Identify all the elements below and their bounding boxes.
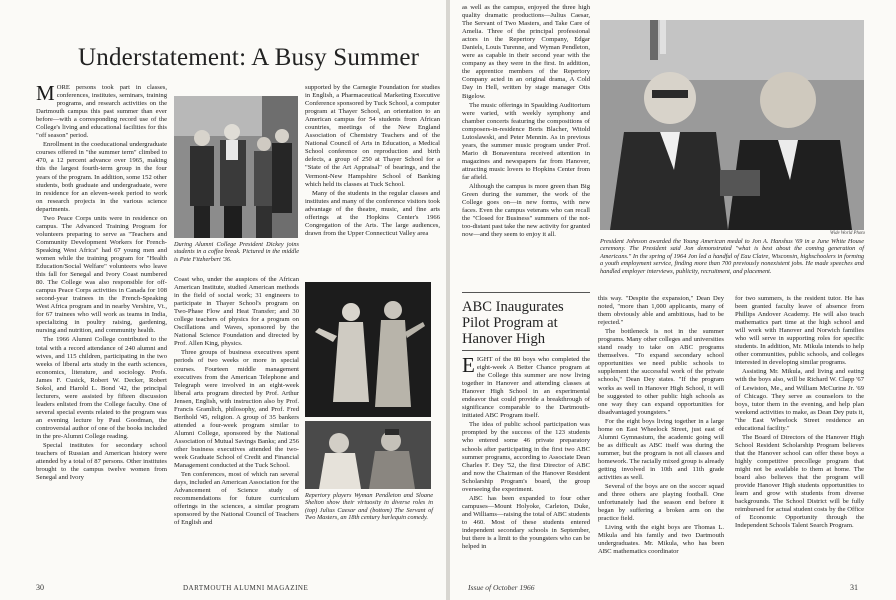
paragraph: EIGHT of the 80 boys who completed the eight-week A Better Chance program at the College this summer are now living together in Hanover and attending classes at Hanover High School in an experimental endeavor that could provide a breakthrough of significance comparable to the Dartmouth-initiated ABC Program itself. <box>462 356 590 420</box>
paragraph: Living with the eight boys are Thomas L. Mikula and his family and two Dartmouth undergraduates. Mr. Mikula, who has been ABC mathematics coordinator <box>598 524 724 556</box>
paragraph: Several of the boys are on the soccer squad and three others are playing football. One unfortunately had the season end before it began by suffering a broken arm on the practice field. <box>598 483 724 523</box>
article-column-3-continued <box>462 4 590 288</box>
paragraph: Special institutes for secondary school teachers of Russian and American history were attended by a total of 87 persons. Other institutes brought to the campus twelve women from Senegal and Ivory <box>36 442 167 482</box>
paragraph: The music offerings in Spaulding Auditorium were varied, with weekly symphony and chamber concerts featuring the compositions of composers-in-residence Boris Blacher, Witold Lutoslawski, and Peter Mennin. As in previous years, the summer music program under Prof. Mario di Bonaventura received attention in magazines and newspapers far from Hanover, attracting music lovers to Hopkins Center from far afield. <box>462 101 590 181</box>
article-headline: Understatement: A Busy Summer <box>78 44 420 71</box>
paragraph: Three groups of business executives spent periods of two weeks or more in special courses. Fourteen middle management executives from the American Telephone and Telegraph were involved in an eight-week liberal arts program directed by Prof. Arthur Jensen, English, with instruction also by Prof. Francis Gramlich, philosophy, and Prof. Fred Berthold '45, religion. A group of 35 bankers attended a four-week program similar to Alumni College, sponsored by the National Association of Mutual Savings Banks; and 256 other business executives attended the two-week Graduate School of Credit and Financial Management conducted at the Tuck School. <box>174 349 299 470</box>
article-column-2-top <box>305 84 440 279</box>
coffee-break-caption: During Alumni College President Dickey joins students in a coffee break. Pictured in the middle is Pete Fitzherbert '36. <box>174 241 299 263</box>
paragraph: For the eight boys living together in a large home on East Wheelock Street, just east of Alumni Gymnasium, the academic going will be as difficult as ABC itself was during the summer, but the program is not all classes and homework. The racially mixed group is already getting involved in 10th and 11th grade activities as well. <box>598 417 724 482</box>
paragraph: ABC has been expanded to four other campuses—Mount Holyoke, Carleton, Duke, and Williams—raising the total of ABC students to 460. Most of these students entered independent secondary schools in September, but there is a limit to the youngsters who can be helped in <box>462 494 590 551</box>
julius-caesar-photo <box>305 282 431 417</box>
paragraph: Many of the students in the regular classes and institutes and many of the conference visitors took advantage of the theatre, music, and fine arts offerings at the Hopkins Center's 1966 Congregation of the Arts. The large audiences, drawn from the Upper Connecticut Valley area <box>305 189 440 237</box>
page-number-left: 30 <box>36 583 44 592</box>
coffee-break-photo <box>174 96 298 238</box>
paragraph: MORE persons took part in classes, conferences, institutes, seminars, training programs, and research activities on the Dartmouth campus this past summer than ever before—with a corresponding record use of the College's living and educational facilities for this "off season" period. <box>36 84 167 140</box>
photo-credit: Wide World Photo <box>830 231 865 236</box>
issue-footer: Issue of October 1966 <box>468 583 535 592</box>
headline-rule <box>462 292 590 293</box>
paragraph: supported by the Carnegie Foundation for studies in English, a Pharmaceutical Marketing Executive Conference sponsored by Tuck School, a computer program at Thayer School, an orientation to an American campus for 54 students from African countries, meetings of the New England Association of Chemistry Teachers and of the National Council of Arts in Education, a Medical School conference on reproduction and birth defects, a group of 250 at Thayer School for a "State of the Art Appraisal" of bearings, and the Vermont-New Hampshire School of Banking which held its classes at Tuck School. <box>305 84 440 188</box>
paragraph: Enrollment in the coeducational undergraduate courses offered in "the summer term" climbed to 470, a 12 percent advance over 1965, making this the largest fourth-term group in the four years of the program. In addition, some 152 other students, both graduate and undergraduate, were in residence for an eleven-week period to work on research projects in the various science departments. <box>36 141 167 213</box>
article-column-1 <box>36 84 167 570</box>
abc-column-2 <box>598 295 724 580</box>
paragraph: as well as the campus, enjoyed the three high quality dramatic productions—Julius Caesar, The Servant of Two Masters, and Take Care of Amelia. Three of the principal professional actors in the Repertory Company, Edgar Daniels, Louis Turenne, and Wyman Pendleton, were as capable in their second year with the company as they were in the first. In addition, the apprentice members of the Repertory Company acted in an original drama, A Cold Day in Hell, written by stage manager Otis Bigelow. <box>462 4 590 100</box>
magazine-title-footer: DARTMOUTH ALUMNI MAGAZINE <box>183 584 309 592</box>
drop-cap: M <box>36 84 55 105</box>
abc-column-1 <box>462 356 590 580</box>
paragraph: The bottleneck is not in the summer programs. Many other colleges and universities stand ready to take on ABC programs themselves. "To expand secondary school opportunities we need public schools to supplement the successful work of the private schools," Dean Dey states. "If the program works as well in Hanover High School, it will be suggested to other public high schools as one way they can expand opportunities for disadvantaged youngsters." <box>598 328 724 416</box>
paragraph: Coast who, under the auspices of the African American Institute, studied American methods in the field of social work; 31 engineers to participate in Thayer School's program on Two-Phase Flow and Heat Transfer; and 30 college teachers of physics for a program on Oscillations and Waves, sponsored by the National Science Foundation and directed by Prof. Allen King, physics. <box>174 276 299 348</box>
paragraph: The Board of Directors of the Hanover High School Resident Scholarship Program believes that the Hanover school can offer these boys a highly competitive precollege program that might not be available to them at home. The board also believes that the program will provide Hanover High students opportunities to learn and grow with students from diverse backgrounds. The School District will be fully reimbursed for actual student costs by the Office of Economic Opportunity through the Independent Schools Talent Search Program. <box>735 433 864 530</box>
white-house-ceremony-photo <box>600 20 864 230</box>
white-house-caption: President Johnson awarded the Young American medal to Jon A. Hanshus '69 in a June White House ceremony. The President said Jon demonstrated "what is best about the coming generation of Americans." In the spring of 1964 Jon led a handful of Eau Claire, Wisconsin, highschoolers in forming a youth employment service, finding more than 700 previously nonexistent jobs. He made speeches and handled employer interviews, publicity, recruitment, and placement. <box>600 238 864 275</box>
servant-two-masters-photo <box>305 421 431 489</box>
paragraph: for two summers, is the resident tutor. He has been granted faculty leave of absence from Phillips Andover Academy. He will also teach mathematics part time at the high school and will work with Hanover and Norwich families who will serve in supporting roles for specific students. In addition, Mr. Mikula intends to help other communities, public schools, and colleges interested in developing similar programs. <box>735 295 864 367</box>
paragraph: Although the campus is more green than Big Green during the summer, the work of the College goes on—in new forms, with new faces. Even the campus veterans who can recall the "Closed for Business" summers of the not-too-distant past take the new activity for granted now—and they seem to enjoy it all. <box>462 183 590 239</box>
paragraph: The 1966 Alumni College contributed to the total with a record attendance of 240 alumni and wives, and 115 children, participating in the two weeks of liberal arts study in the earth sciences, economics, literature, and sociology. Profs. James F. Cusick, Robert W. Decker, Robert Sokol, and Harold L. Bond '42, the principal lecturers, were assisted by fifteen discussion leaders enlisted from the College faculty. One of several special events related to the program was an evening lecture by Paul Goodman, the controversial author of one of the books included in the pre-Alumni College reading. <box>36 336 167 441</box>
drop-cap: E <box>462 356 475 377</box>
paragraph: Ten conferences, most of which ran several days, included an American Association for the Advancement of Science study of recommendations for future curriculum offerings in the sciences, a similar program sponsored by the National Council of Teachers of English and <box>174 471 299 527</box>
paragraph: Two Peace Corps units were in residence on campus. The Advanced Training Program for volunteers preparing to serve as "Teachers and Community Development Workers for French-Speaking West Africa" had 67 young men and women while the training program for "Health Education/Social Welfare" volunteers who leave this fall for Senegal and Ivory Coast numbered 80. The College was also responsible for off-campus Peace Corps activities in Canada for 108 second-year trainees in the French-Speaking West Africa program and in nearby Vershire, Vt., for 67 trainees who will work as teams in India, specializing in poultry raising, gardening, nursing and nutrition, and community health. <box>36 214 167 335</box>
abc-column-3 <box>735 295 864 580</box>
repertory-caption: Repertory players Wyman Pendleton and Sloane Shelton show their virtuosity in diverse roles in (top) Julius Caesar and (bottom) The Servant of Two Masters, an 18th century harlequin comedy. <box>305 492 433 522</box>
abc-headline: ABC Inaugurates Pilot Program at Hanover High <box>462 299 564 347</box>
paragraph: this way. "Despite the expansion," Dean Dey noted, "more than 1,000 applicants, many of them obviously able and ambitious, had to be rejected." <box>598 295 724 327</box>
paragraph: The idea of public school participation was prompted by the success of the 123 students who entered some 46 private preparatory schools after participating in the first two ABC summer programs, according to Associate Dean Charles F. Dey '52, the first Director of ABC and now the Chairman of the Hanover Resident Scholarship Program's board, the group overseeing the experiment. <box>462 421 590 493</box>
paragraph: Assisting Mr. Mikula, and living and eating with the boys also, will be Richard W. Clapp '67 of Lewiston, Me., and William McCurine Jr. '69 of Chicago. They serve as counselors to the boys, tutor them in the evening, and help plan weekend activities to make, as Dean Dey puts it, "the East Wheelock Street residence an educational facility." <box>735 368 864 432</box>
page-number-right: 31 <box>850 583 858 592</box>
article-column-2-bottom <box>174 276 299 530</box>
headline-rule-bottom <box>462 350 590 351</box>
